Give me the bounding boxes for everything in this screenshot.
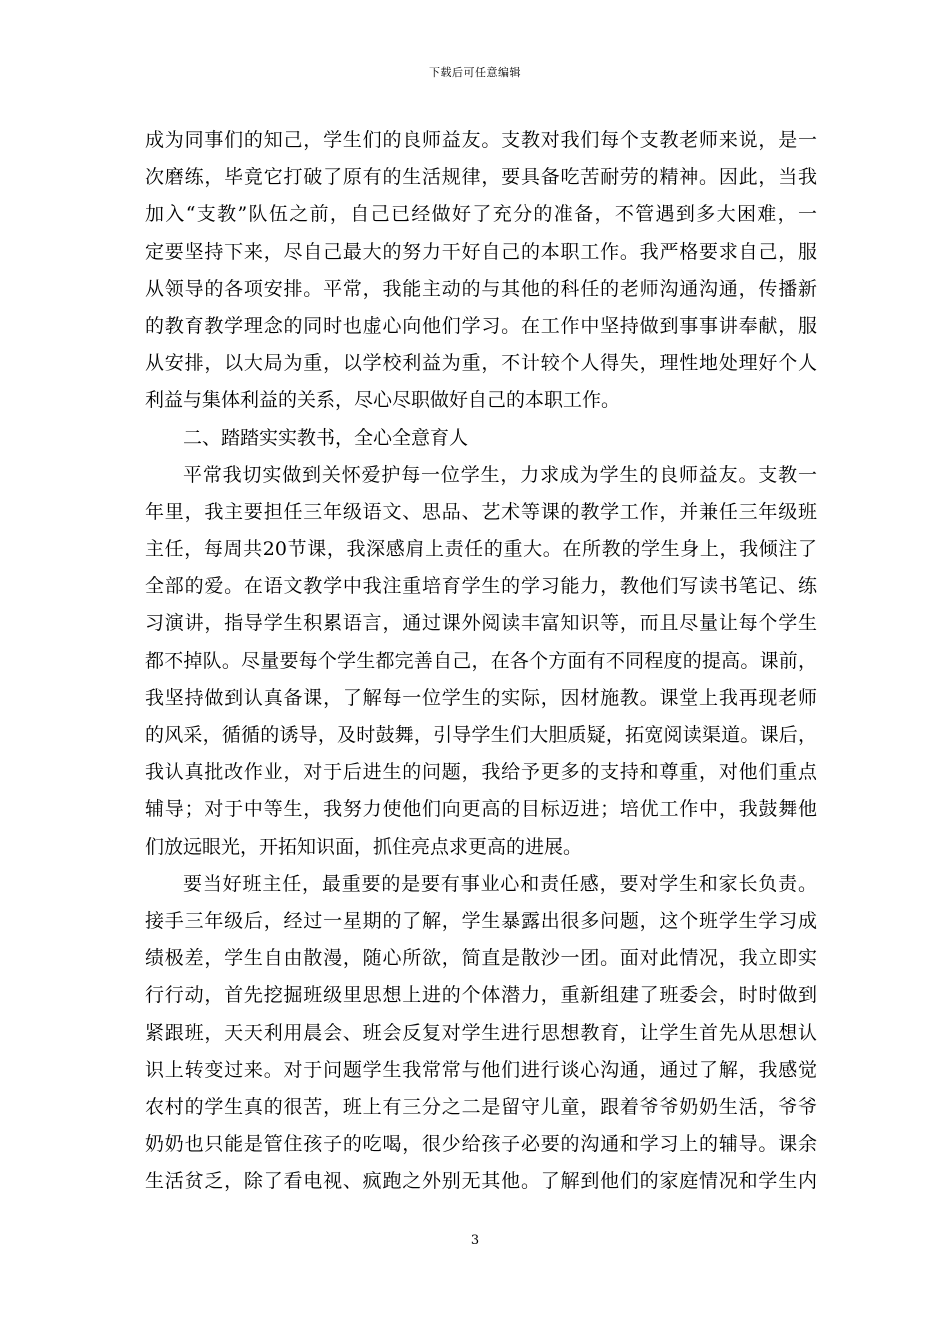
page-header: 下载后可任意编辑 [429, 66, 521, 79]
body-line: 年里，我主要担任三年级语文、思品、艺术等课的教学工作，并兼任三年级班 [145, 500, 817, 523]
body-line: 的风采，循循的诱导，及时鼓舞，引导学生们大胆质疑，拓宽阅读渠道。课后， [145, 724, 817, 746]
body-line: 奶奶也只能是管住孩子的吃喝，很少给孩子必要的沟通和学习上的辅导。课余 [145, 1133, 817, 1156]
body-line: 从领导的各项安排。平常，我能主动的与其他的科任的老师沟通沟通，传播新 [145, 277, 817, 300]
section-heading: 二、踏踏实实教书，全心全意育人 [183, 426, 469, 449]
body-line: 行行动，首先挖掘班级里思想上进的个体潜力，重新组建了班委会，时时做到 [145, 984, 817, 1007]
body-line: 平常我切实做到关怀爱护每一位学生，力求成为学生的良师益友。支教一 [183, 463, 817, 486]
body-line: 加入“支教”队伍之前，自己已经做好了充分的准备，不管遇到多大困难，一 [145, 203, 817, 226]
body-line: 绩极差，学生自由散漫，随心所欲，简直是散沙一团。面对此情况，我立即实 [145, 947, 817, 970]
body-line: 的教育教学理念的同时也虚心向他们学习。在工作中坚持做到事事讲奉献，服 [145, 314, 817, 337]
body-line: 识上转变过来。对于问题学生我常常与他们进行谈心沟通，通过了解，我感觉 [145, 1058, 817, 1081]
body-line: 习演讲，指导学生积累语言，通过课外阅读丰富知识等，而且尽量让每个学生 [145, 612, 817, 635]
body-line: 辅导；对于中等生，我努力使他们向更高的目标迈进；培优工作中，我鼓舞他 [145, 798, 817, 821]
body-line: 利益与集体利益的关系，尽心尽职做好自己的本职工作。 [145, 389, 621, 412]
body-line: 从安排，以大局为重，以学校利益为重，不计较个人得失，理性地处理好个人 [145, 352, 817, 375]
body-line: 农村的学生真的很苦，班上有三分之二是留守儿童，跟着爷爷奶奶生活，爷爷 [145, 1095, 817, 1118]
page-number: 3 [470, 1233, 480, 1248]
body-line: 我认真批改作业，对于后进生的问题，我给予更多的支持和尊重，对他们重点 [145, 761, 817, 784]
body-line: 主任，每周共20节课，我深感肩上责任的重大。在所教的学生身上，我倾注了 [145, 538, 817, 561]
body-line: 接手三年级后，经过一星期的了解，学生暴露出很多问题，这个班学生学习成 [145, 909, 817, 932]
body-line: 次磨练，毕竟它打破了原有的生活规律，要具备吃苦耐劳的精神。因此，当我 [145, 166, 817, 189]
body-line: 们放远眼光，开拓知识面，抓住亮点求更高的进展。 [145, 835, 583, 858]
body-line: 要当好班主任，最重要的是要有事业心和责任感，要对学生和家长负责。 [183, 872, 817, 895]
body-line: 定要坚持下来，尽自己最大的努力干好自己的本职工作。我严格要求自己，服 [145, 240, 817, 263]
body-line: 紧跟班，天天利用晨会、班会反复对学生进行思想教育，让学生首先从思想认 [145, 1021, 817, 1044]
document-body [145, 122, 817, 1200]
body-line: 都不掉队。尽量要每个学生都完善自己，在各个方面有不同程度的提高。课前， [145, 649, 817, 672]
body-line: 我坚持做到认真备课，了解每一位学生的实际，因材施教。课堂上我再现老师 [145, 686, 817, 709]
body-line: 成为同事们的知己，学生们的良师益友。支教对我们每个支教老师来说，是一 [145, 129, 817, 151]
body-line: 全部的爱。在语文教学中我注重培育学生的学习能力，教他们写读书笔记、练 [145, 575, 817, 598]
body-line: 生活贫乏，除了看电视、疯跑之外别无其他。了解到他们的家庭情况和学生内 [145, 1170, 817, 1193]
